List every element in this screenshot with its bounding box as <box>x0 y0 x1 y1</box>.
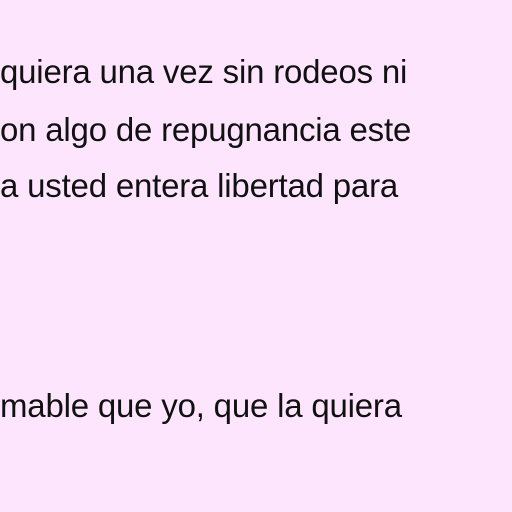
text-line-4: mable que yo, que la quiera <box>0 387 402 424</box>
text-line-1: quiera una vez sin rodeos ni <box>0 53 408 90</box>
text-line-3: a usted entera libertad para <box>0 167 399 204</box>
text-line-2: on algo de repugnancia este <box>0 111 412 148</box>
